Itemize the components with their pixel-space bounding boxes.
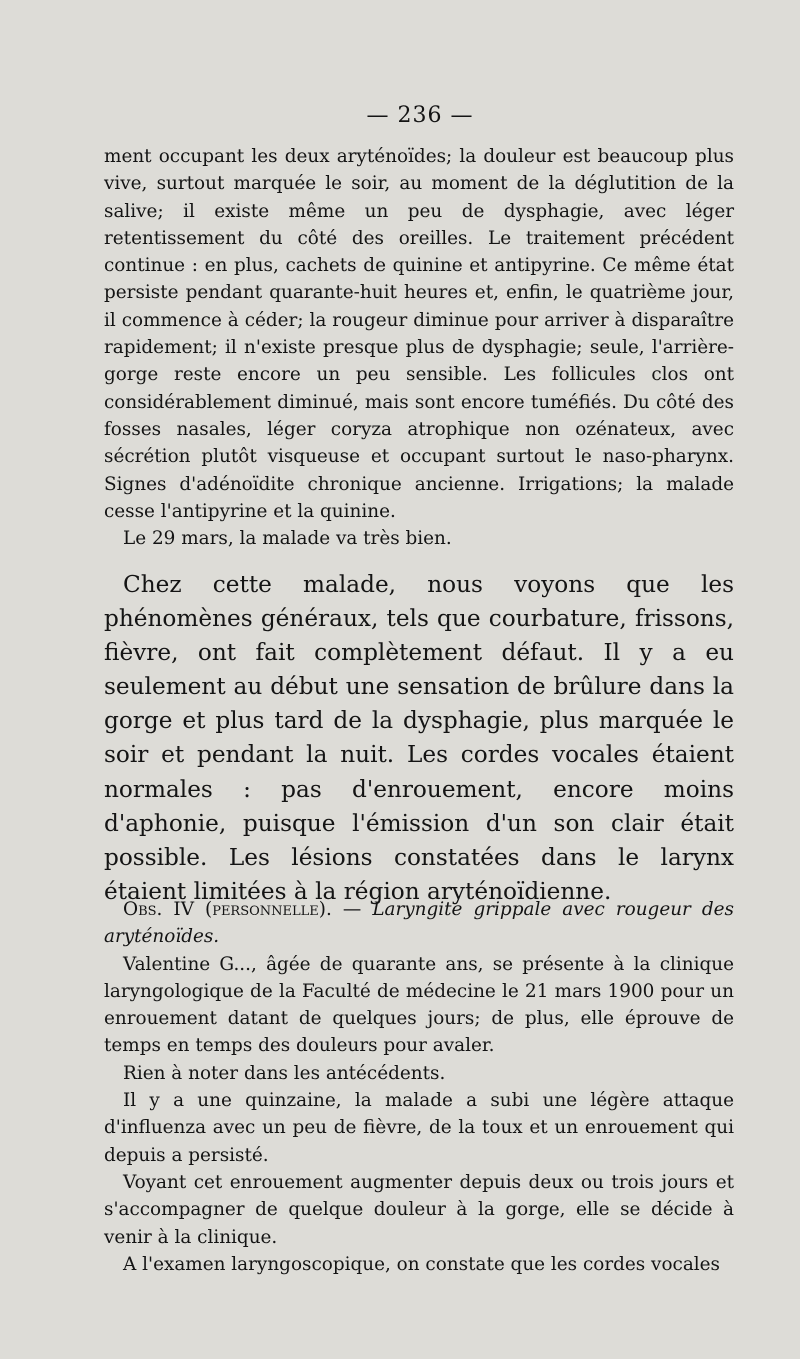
observation-paragraph: Il y a une quinzaine, la malade a subi une légère attaque d'influenza avec un peu de fièvre, de la toux et un enrouement qui depuis a persisté. (104, 1090, 734, 1166)
page-number: — 236 — (366, 103, 474, 128)
continued-case-text (104, 143, 734, 552)
observation-heading-title: Laryngite grippale avec rougeur des aryténoïdes. (104, 899, 734, 948)
observation-paragraph: Valentine G..., âgée de quarante ans, se présente à la clinique laryngologique de la Faculté de médecine le 21 mars 1900 pour un enrouement datant de quelques jours; de plus, elle éprouve de temps en temps des douleurs pour avaler. (104, 953, 734, 1057)
observation-paragraph: Rien à noter dans les antécédents. (123, 1062, 446, 1084)
commentary-section (104, 568, 734, 909)
observation-heading-label: Obs. IV (personnelle). — (123, 899, 362, 920)
paragraph-continuation: ment occupant les deux aryténoïdes; la douleur est beaucoup plus vive, surtout marquée le soir, au moment de la déglutition de la salive; il existe même un peu de dysphagie, avec léger retentissement du côté des oreilles. Le traitement précédent continue : en plus, cachets de quinine et antipyrine. Ce même état persiste pendant quarante-huit heures et, enfin, le quatrième jour, il commence à céder; la rougeur diminue pour arriver à disparaître rapidement; il n'existe presque plus de dysphagie; seule, l'arrière-gorge reste encore un peu sensible. Les follicules clos ont considérablement diminué, mais sont encore tuméfiés. Du côté des fosses nasales, léger coryza atrophique non ozénateux, avec sécrétion plutôt visqueuse et occupant surtout le naso-pharynx. Signes d'adénoïdite chronique ancienne. Irrigations; la malade cesse l'antipyrine et la quinine. (104, 146, 734, 522)
paragraph-outcome: Le 29 mars, la malade va très bien. (123, 528, 452, 550)
observation-heading (104, 896, 734, 951)
observation-section (104, 896, 734, 1278)
commentary-paragraph: Chez cette malade, nous voyons que les phénomènes généraux, tels que courbature, frissons, fièvre, ont fait complètement défaut. Il y a eu seulement au début une sensation de brûlure dans la gorge et plus tard de la dysphagie, plus marquée le soir et pendant la nuit. Les cordes vocales étaient normales : pas d'enrouement, encore moins d'aphonie, puisque l'émission d'un son clair était possible. Les lésions constatées dans le larynx étaient limitées à la région aryténoïdienne. (104, 571, 734, 905)
observation-paragraph: Voyant cet enrouement augmenter depuis deux ou trois jours et s'accompagner de quelque douleur à la gorge, elle se décide à venir à la clinique. (104, 1171, 734, 1248)
observation-paragraph: A l'examen laryngoscopique, on constate que les cordes vocales (123, 1253, 720, 1275)
